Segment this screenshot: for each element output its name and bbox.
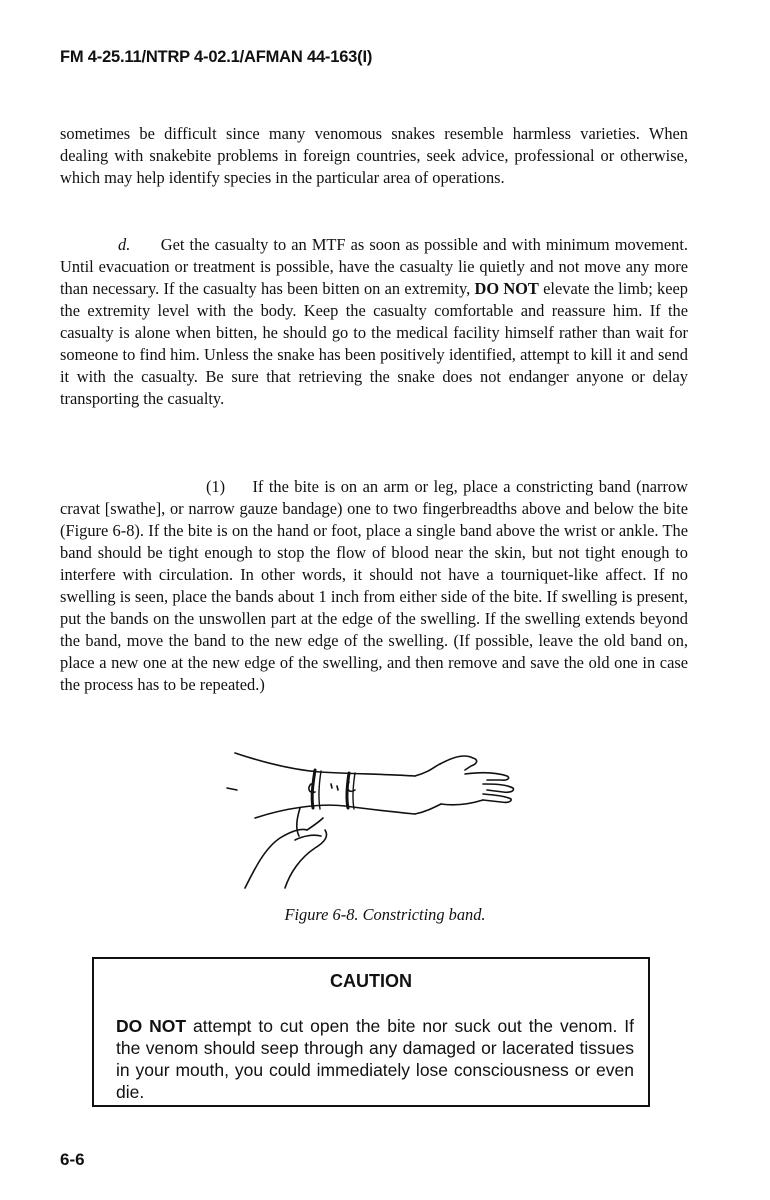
paragraph-text: If the bite is on an arm or leg, place a constricting band (narrow cravat [swathe], or narrow gauze bandage) one to two fingerbreadths above and below the bite (Figure 6-8). If the bite is on the hand or foot, place a single band above the wrist or ankle. The band should be tight enough to stop the flow of blood near the skin, but not tight enough to interfere with circulation. In other words, it should not have a tourniquet-like affect. If no swelling is seen, place the bands about 1 inch from either side of the bite. If swelling is present, put the bands on the unswollen part at the edge of the swelling. If the swelling extends beyond the band, move the band to the new edge of the swelling. (If possible, leave the old band on, place a new one at the new edge of the swelling, and then remove and save the old one in case the process has to be repeated.) (60, 477, 688, 694)
paragraph-1 (60, 476, 688, 696)
paragraph-label: d. (118, 235, 131, 254)
caution-text (116, 1015, 634, 1103)
paragraph-label: (1) (206, 477, 226, 496)
paragraph-d (60, 234, 688, 410)
paragraph-text: Get the casualty to an MTF as soon as possible and with minimum movement. Until evacuation or treatment is possible, have the casualty lie quietly and not move any more than necessary. If the casualty has been bitten on an extremity, (60, 235, 688, 298)
caution-emphasis: DO NOT (116, 1016, 187, 1036)
paragraph-continued: sometimes be difficult since many venomous snakes resemble harmless varieties. When dealing with snakebite problems in foreign countries, seek advice, professional or otherwise, which may help identify species in the particular area of operations. (60, 124, 688, 187)
caution-body: attempt to cut open the bite nor suck out the venom. If the venom should seep through any damaged or lacerated tissues in your mouth, you could immediately lose consciousness or even die. (116, 1016, 634, 1102)
page-number: 6-6 (60, 1150, 85, 1169)
constricting-band-illustration (225, 748, 525, 898)
caution-title: CAUTION (330, 971, 412, 991)
document-header: FM 4-25.11/NTRP 4-02.1/AFMAN 44-163(I) (60, 48, 373, 66)
emphasis-text: DO NOT (474, 279, 539, 298)
caution-box (92, 957, 650, 1107)
paragraph-text-continued: elevate the limb; keep the extremity level with the body. Keep the casualty comfortable and reassure him. If the casualty is alone when bitten, he should go to the medical facility himself rather than wait for someone to find him. Unless the snake has been positively identified, attempt to kill it and send it with the casualty. Be sure that retrieving the snake does not endanger anyone or delay transporting the casualty. (60, 279, 688, 408)
figure-caption: Figure 6-8. Constricting band. (284, 905, 486, 924)
